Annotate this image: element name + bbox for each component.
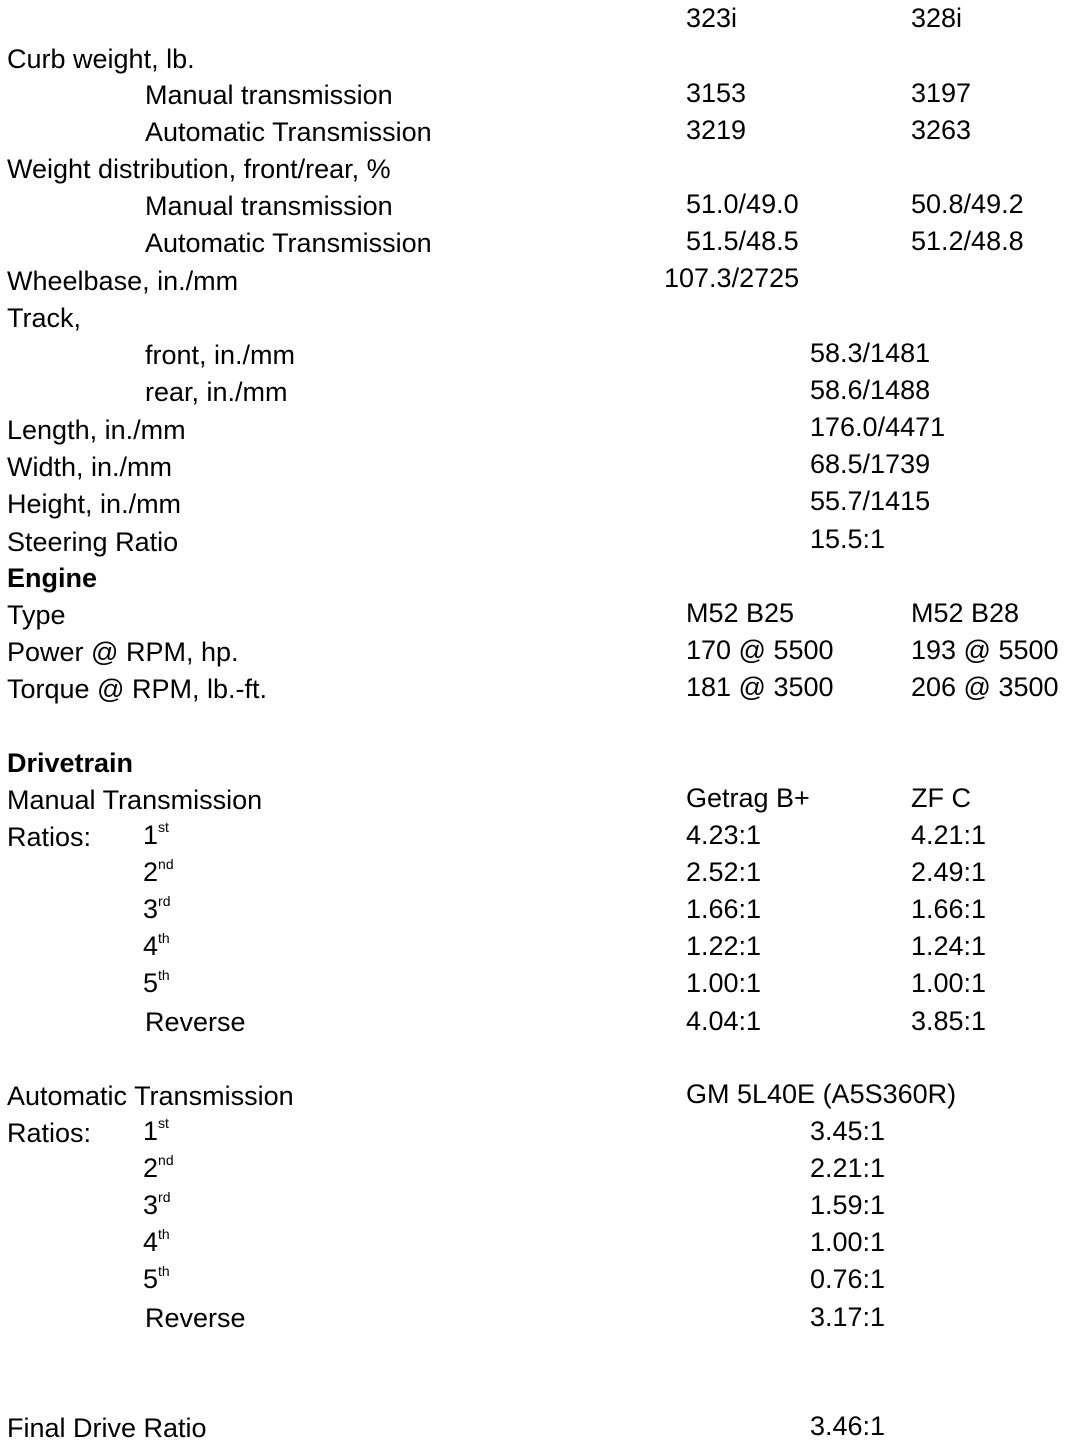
engine-heading: Engine <box>7 563 98 593</box>
auto-gear-1: 1st <box>143 1115 169 1146</box>
manual-gear-5-328i: 1.00:1 <box>911 968 987 998</box>
width-value: 68.5/1739 <box>810 449 931 479</box>
auto-gear-5-value: 0.76:1 <box>810 1264 886 1294</box>
wheelbase-value: 107.3/2725 <box>664 263 800 293</box>
manual-reverse-label: Reverse <box>145 1007 246 1037</box>
engine-torque-323i: 181 @ 3500 <box>686 672 834 702</box>
manual-gear-3-323i: 1.66:1 <box>686 894 762 924</box>
engine-torque-328i: 206 @ 3500 <box>911 672 1059 702</box>
manual-gear-4: 4th <box>143 930 170 961</box>
engine-type-328i: M52 B28 <box>911 598 1020 628</box>
height-value: 55.7/1415 <box>810 486 931 516</box>
auto-reverse-label: Reverse <box>145 1303 246 1333</box>
manual-gear-2-323i: 2.52:1 <box>686 857 762 887</box>
manual-gear-1-323i: 4.23:1 <box>686 820 762 850</box>
manual-gear-2-328i: 2.49:1 <box>911 857 987 887</box>
weight-dist-auto-label: Automatic Transmission <box>145 228 432 258</box>
auto-gear-3-value: 1.59:1 <box>810 1190 886 1220</box>
height-label: Height, in./mm <box>7 489 182 519</box>
manual-gear-5-323i: 1.00:1 <box>686 968 762 998</box>
column-header-323i: 323i <box>686 3 738 33</box>
weight-dist-manual-323i: 51.0/49.0 <box>686 189 799 219</box>
auto-gear-2-value: 2.21:1 <box>810 1153 886 1183</box>
manual-gear-5: 5th <box>143 967 170 998</box>
curb-weight-manual-323i: 3153 <box>686 78 747 108</box>
manual-transmission-323i: Getrag B+ <box>686 783 810 813</box>
final-drive-value: 3.46:1 <box>810 1411 886 1441</box>
track-rear-label: rear, in./mm <box>145 377 288 407</box>
manual-reverse-328i: 3.85:1 <box>911 1006 987 1036</box>
manual-gear-3-328i: 1.66:1 <box>911 894 987 924</box>
weight-dist-manual-label: Manual transmission <box>145 191 393 221</box>
curb-weight-label: Curb weight, lb. <box>7 44 195 74</box>
manual-transmission-328i: ZF C <box>911 783 971 813</box>
track-front-value: 58.3/1481 <box>810 338 931 368</box>
manual-gear-1-328i: 4.21:1 <box>911 820 987 850</box>
weight-dist-manual-328i: 50.8/49.2 <box>911 189 1024 219</box>
curb-weight-auto-328i: 3263 <box>911 115 972 145</box>
auto-gear-4-value: 1.00:1 <box>810 1227 886 1257</box>
track-rear-value: 58.6/1488 <box>810 375 931 405</box>
manual-gear-1: 1st <box>143 819 169 850</box>
automatic-transmission-value: GM 5L40E (A5S360R) <box>686 1079 957 1109</box>
auto-gear-5: 5th <box>143 1263 170 1294</box>
curb-weight-manual-label: Manual transmission <box>145 80 393 110</box>
automatic-transmission-label: Automatic Transmission <box>7 1081 294 1111</box>
manual-reverse-323i: 4.04:1 <box>686 1006 762 1036</box>
curb-weight-auto-label: Automatic Transmission <box>145 117 432 147</box>
engine-power-323i: 170 @ 5500 <box>686 635 834 665</box>
track-front-label: front, in./mm <box>145 340 296 370</box>
final-drive-label: Final Drive Ratio <box>7 1413 207 1443</box>
auto-gear-2: 2nd <box>143 1152 174 1183</box>
wheelbase-label: Wheelbase, in./mm <box>7 266 239 296</box>
engine-torque-label: Torque @ RPM, lb.-ft. <box>7 674 267 704</box>
weight-dist-auto-323i: 51.5/48.5 <box>686 226 799 256</box>
column-header-328i: 328i <box>911 3 963 33</box>
length-value: 176.0/4471 <box>810 412 946 442</box>
manual-transmission-label: Manual Transmission <box>7 785 263 815</box>
engine-power-328i: 193 @ 5500 <box>911 635 1059 665</box>
weight-dist-auto-328i: 51.2/48.8 <box>911 226 1024 256</box>
curb-weight-auto-323i: 3219 <box>686 115 747 145</box>
auto-gear-1-value: 3.45:1 <box>810 1116 886 1146</box>
auto-gear-4: 4th <box>143 1226 170 1257</box>
length-label: Length, in./mm <box>7 415 186 445</box>
manual-gear-3: 3rd <box>143 893 171 924</box>
auto-reverse-value: 3.17:1 <box>810 1302 886 1332</box>
engine-type-label: Type <box>7 600 66 630</box>
engine-type-323i: M52 B25 <box>686 598 795 628</box>
manual-ratios-label: Ratios: <box>7 822 92 852</box>
automatic-ratios-label: Ratios: <box>7 1118 92 1148</box>
weight-distribution-label: Weight distribution, front/rear, % <box>7 154 391 184</box>
auto-gear-3: 3rd <box>143 1189 171 1220</box>
engine-power-label: Power @ RPM, hp. <box>7 637 239 667</box>
drivetrain-heading: Drivetrain <box>7 748 134 778</box>
track-label: Track, <box>7 303 81 333</box>
curb-weight-manual-328i: 3197 <box>911 78 972 108</box>
manual-gear-4-328i: 1.24:1 <box>911 931 987 961</box>
width-label: Width, in./mm <box>7 452 173 482</box>
manual-gear-4-323i: 1.22:1 <box>686 931 762 961</box>
manual-gear-2: 2nd <box>143 856 174 887</box>
steering-ratio-label: Steering Ratio <box>7 527 179 557</box>
steering-ratio-value: 15.5:1 <box>810 524 886 554</box>
